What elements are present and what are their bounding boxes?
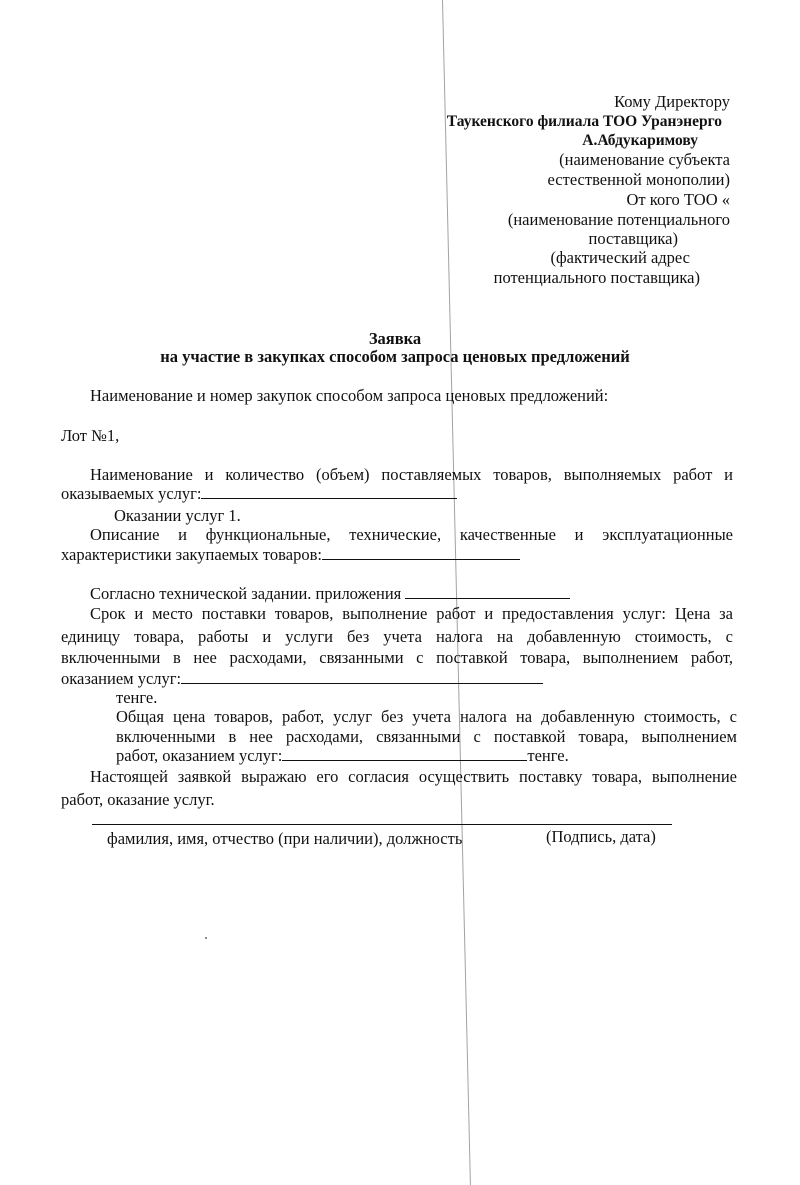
total-line-1: Общая цена товаров, работ, услуг без учета налога на добавленную стоимость, с (116, 707, 737, 726)
sign-caption: (Подпись, дата) (546, 827, 656, 846)
lot-number: Лот №1, (61, 426, 120, 445)
according-label: Согласно технической задании. приложения (90, 584, 402, 603)
total-line-3 (116, 746, 569, 766)
addressee-branch: Таукенского филиала ТОО Уранэнерго (446, 113, 722, 130)
address-note-2: потенциального поставщика) (493, 268, 700, 287)
goods-quantity-line-1: Наименование и количество (объем) поставляемых товаров, выполняемых работ и (90, 465, 733, 484)
goods-quantity-blank (201, 484, 457, 499)
addressee-to: Кому Директору (614, 92, 730, 111)
consent-line-1: Настоящей заявкой выражаю его согласия осуществить поставку товара, выполнение (90, 767, 737, 786)
total-line-2: включенными в нее расходами, связанными с поставкой товара, выполнением (116, 727, 737, 746)
appendix-blank (405, 584, 570, 599)
supplier-note-1: (наименование потенциального (507, 210, 730, 229)
procurement-name: Наименование и номер закупок способом запроса ценовых предложений: (90, 386, 609, 405)
title-line-2: на участие в закупках способом запроса ценовых предложений (160, 347, 630, 366)
scan-speck (205, 937, 207, 939)
according-line (90, 584, 570, 604)
title-line-1: Заявка (368, 329, 422, 348)
supplier-note-2: поставщика) (588, 229, 678, 248)
address-note-1: (фактический адрес (550, 248, 690, 267)
entity-note-2: естественной монополии) (547, 170, 730, 189)
goods-quantity-label: оказываемых услуг: (61, 484, 202, 503)
term-line-2: единицу товара, работы и услуги без учета налога на добавленную стоимость, с (61, 627, 733, 646)
description-line-2 (61, 545, 520, 565)
term-line-1: Срок и место поставки товаров, выполнение работ и предоставления услуг: Цена за (90, 604, 733, 623)
signature-line (92, 824, 672, 825)
total-price-blank (282, 746, 527, 761)
term-line-3: включенными в нее расходами, связанными с поставкой товара, выполнением работ, (61, 648, 733, 667)
addressee-director-name: А.Абдукаримову (582, 132, 698, 149)
description-line-1: Описание и функциональные, технические, качественные и эксплуатационные (90, 525, 733, 544)
name-caption: фамилия, имя, отчество (при наличии), должность (107, 829, 463, 848)
tenge-2: тенге. (527, 746, 569, 765)
consent-line-2: работ, оказание услуг. (61, 790, 215, 809)
services-line: Оказании услуг 1. (114, 506, 241, 525)
entity-note-1: (наименование субъекта (559, 150, 730, 169)
description-label: характеристики закупаемых товаров: (61, 545, 322, 564)
description-blank (322, 545, 520, 560)
from-supplier: От кого ТОО « (626, 190, 730, 209)
total-price-label: работ, оказанием услуг: (116, 746, 283, 765)
unit-price-blank (181, 669, 543, 684)
price-label: оказанием услуг: (61, 669, 182, 688)
goods-quantity-line-2 (61, 484, 457, 504)
tenge-1: тенге. (116, 688, 158, 707)
term-line-4 (61, 669, 543, 689)
